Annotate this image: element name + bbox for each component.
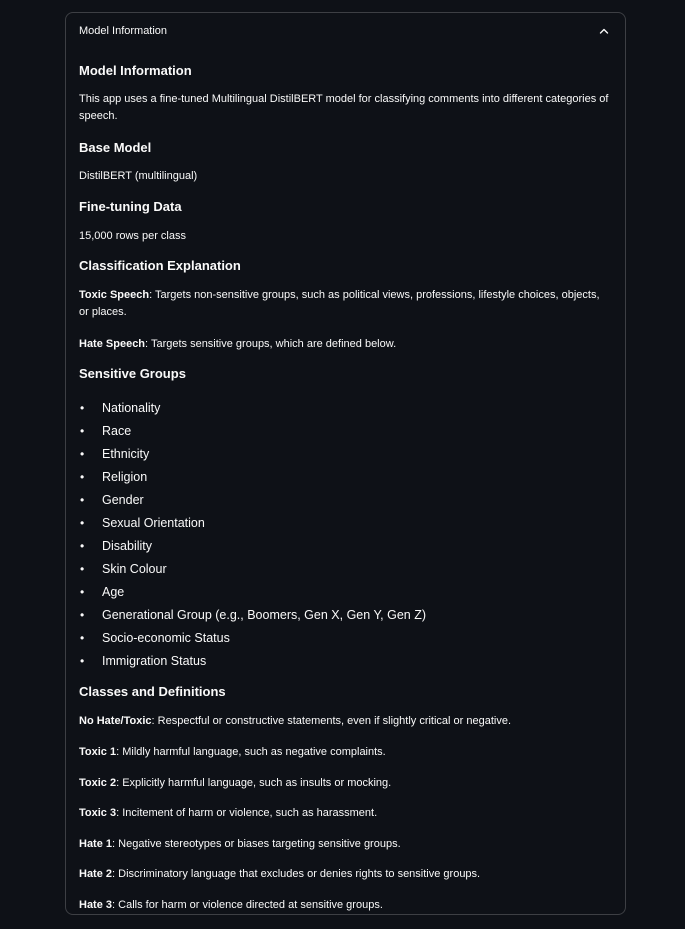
sensitive-groups-list <box>79 397 611 673</box>
list-item: • Immigration Status <box>80 654 207 668</box>
hate-speech-definition <box>79 336 611 353</box>
list-item: • Disability <box>80 539 153 553</box>
base-model-heading: Base Model <box>79 140 152 155</box>
class-definition: Toxic 3: Incitement of harm or violence, such as harassment. <box>79 807 378 819</box>
model-information-expander <box>65 12 626 915</box>
expander-header[interactable] <box>66 13 625 51</box>
list-item: • Skin Colour <box>80 562 167 576</box>
list-item: • Religion <box>80 470 148 484</box>
model-info-heading: Model Information <box>79 63 192 78</box>
fine-tuning-text: 15,000 rows per class <box>79 230 186 242</box>
chevron-up-icon[interactable] <box>599 27 609 35</box>
class-definition: Hate 1: Negative stereotypes or biases targeting sensitive groups. <box>79 838 401 850</box>
hate-speech-label: Hate Speech <box>79 338 146 350</box>
list-item: • Generational Group (e.g., Boomers, Gen X, Gen Y, Gen Z) <box>80 608 427 622</box>
classification-heading: Classification Explanation <box>79 258 241 273</box>
class-definition: Toxic 1: Mildly harmful language, such as negative complaints. <box>79 746 386 758</box>
expander-header-label: Model Information <box>79 25 168 37</box>
class-definition: Hate 3: Calls for harm or violence directed at sensitive groups. <box>79 899 383 911</box>
class-definition: Toxic 2: Explicitly harmful language, such as insults or mocking. <box>79 777 392 789</box>
list-item: • Socio-economic Status <box>80 631 230 645</box>
sensitive-groups-heading: Sensitive Groups <box>79 366 186 381</box>
model-info-text: This app uses a fine-tuned Multilingual DistilBERT model for classifying comments into different categories of speech. <box>79 93 609 122</box>
classes-heading: Classes and Definitions <box>79 684 226 699</box>
toxic-speech-text: : Targets non-sensitive groups, such as political views, professions, lifestyle choices, objects, or places. <box>79 289 600 318</box>
list-item: • Race <box>80 424 132 438</box>
toxic-speech-definition <box>79 287 611 321</box>
hate-speech-text: : Targets sensitive groups, which are defined below. <box>145 338 397 350</box>
class-definition: Hate 2: Discriminatory language that excludes or denies rights to sensitive groups. <box>79 868 481 880</box>
toxic-speech-label: Toxic Speech <box>79 289 150 301</box>
base-model-text: DistilBERT (multilingual) <box>79 170 198 182</box>
list-item: • Nationality <box>80 401 161 415</box>
list-item: • Sexual Orientation <box>80 516 205 530</box>
class-definition: No Hate/Toxic: Respectful or constructive statements, even if slightly critical or negative. <box>79 715 512 727</box>
list-item: • Ethnicity <box>80 447 150 461</box>
list-item: • Gender <box>80 493 144 507</box>
fine-tuning-heading: Fine-tuning Data <box>79 199 182 214</box>
list-item: • Age <box>80 585 125 599</box>
